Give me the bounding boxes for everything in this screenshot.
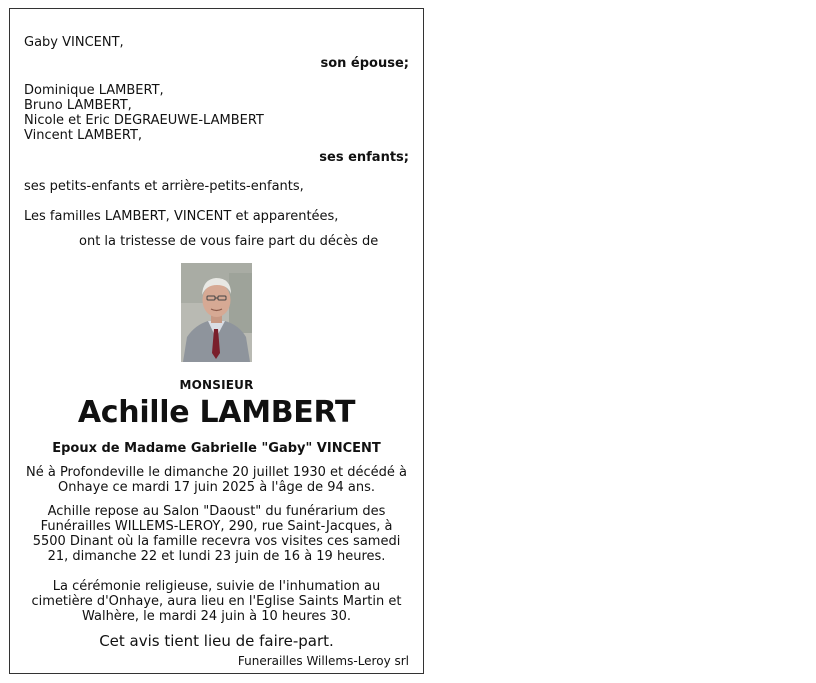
announcement-line: ont la tristesse de vous faire part du décès de: [79, 234, 379, 249]
closing-line: Cet avis tient lieu de faire-part.: [99, 632, 334, 650]
child-name: Bruno LAMBERT,: [24, 98, 132, 113]
families-line: Les familles LAMBERT, VINCENT et apparentées,: [24, 209, 339, 224]
child-name: Nicole et Eric DEGRAEUWE-LAMBERT: [24, 113, 264, 128]
birth-death-paragraph: Né à Profondeville le dimanche 20 juillet 1930 et décédé à Onhaye ce mardi 17 juin 2025 à l'âge de 94 ans.: [25, 465, 408, 495]
spouse-line: Epoux de Madame Gabrielle "Gaby" VINCENT: [52, 441, 381, 456]
visitation-paragraph: Achille repose au Salon "Daoust" du funérarium des Funérailles WILLEMS-LEROY, 290, rue Saint-Jacques, à 5500 Dinant où la famille recevra vos visites ces samedi 21, dimanche 22 et lundi 23 juin de 16 à 19 heures.: [32, 504, 401, 564]
death-notice-card: [9, 8, 424, 674]
ceremony-paragraph: La cérémonie religieuse, suivie de l'inhumation au cimetière d'Onhaye, aura lieu en l'Eglise Saints Martin et Walhère, le mardi 24 juin à 10 heures 30.: [31, 579, 402, 624]
deceased-title: MONSIEUR: [179, 378, 254, 392]
funeral-home-signature: Funerailles Willems-Leroy srl: [237, 654, 409, 668]
child-name: Dominique LAMBERT,: [24, 83, 164, 98]
child-name: Vincent LAMBERT,: [24, 128, 143, 143]
children-role: ses enfants;: [319, 150, 409, 165]
portrait-photo: [181, 263, 252, 362]
grandchildren-line: ses petits-enfants et arrière-petits-enfants,: [24, 179, 304, 194]
deceased-name: Achille LAMBERT: [77, 395, 356, 430]
wife-name: Gaby VINCENT,: [24, 35, 124, 50]
wife-role: son épouse;: [320, 56, 409, 71]
portrait-photo-icon: [181, 263, 252, 362]
